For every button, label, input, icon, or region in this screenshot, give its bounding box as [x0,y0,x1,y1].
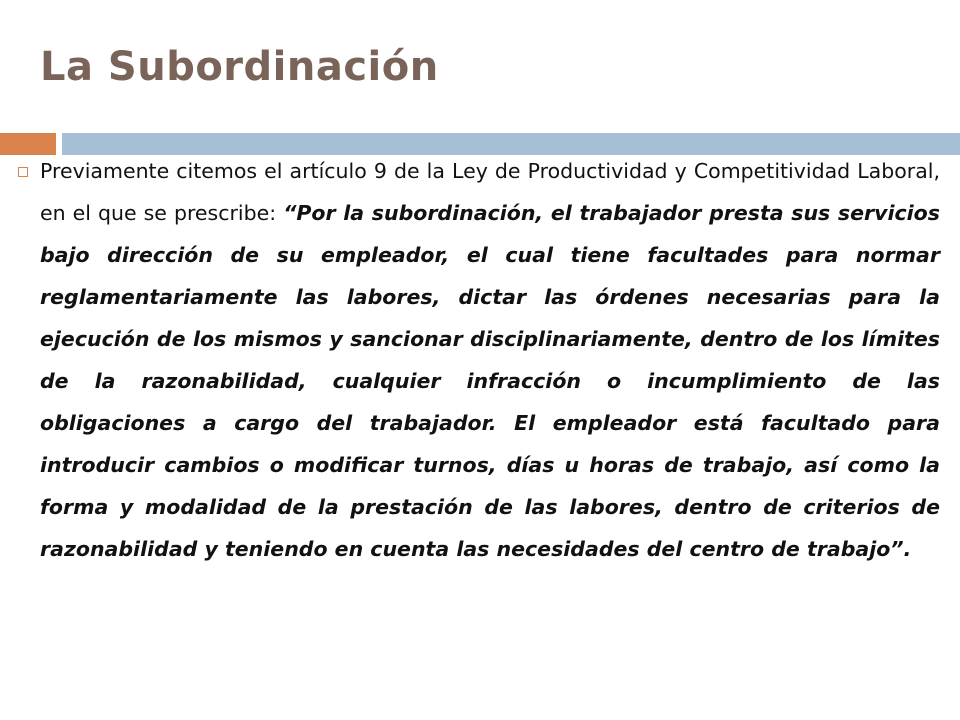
quote-separator: : [269,201,284,225]
legal-quote: “Por la subordinación, el trabajador presta sus servicios bajo dirección de su empleador, el cual tiene facultades para normar reglamentariamente las labores, dictar las órdenes necesarias para la ejecución de los mismos y sancionar disciplinariamente, dentro de los límites de la razonabilidad, cualquier infracción o incumplimiento de las obligaciones a cargo del trabajador. El empleador está facultado para introducir cambios o modificar turnos, días u horas de trabajo, así como la forma y modalidad de la prestación de las labores, dentro de criterios de razonabilidad y teniendo en cuenta las necesidades del centro de trabajo”. [40,201,940,561]
slide-title: La Subordinación [40,44,439,90]
intro-text: Previamente citemos el artículo 9 de la Ley de Productividad y Competitividad Laboral, en el que se prescribe [40,159,940,225]
hollow-square-bullet-icon [18,167,28,177]
body-paragraph [40,150,940,570]
